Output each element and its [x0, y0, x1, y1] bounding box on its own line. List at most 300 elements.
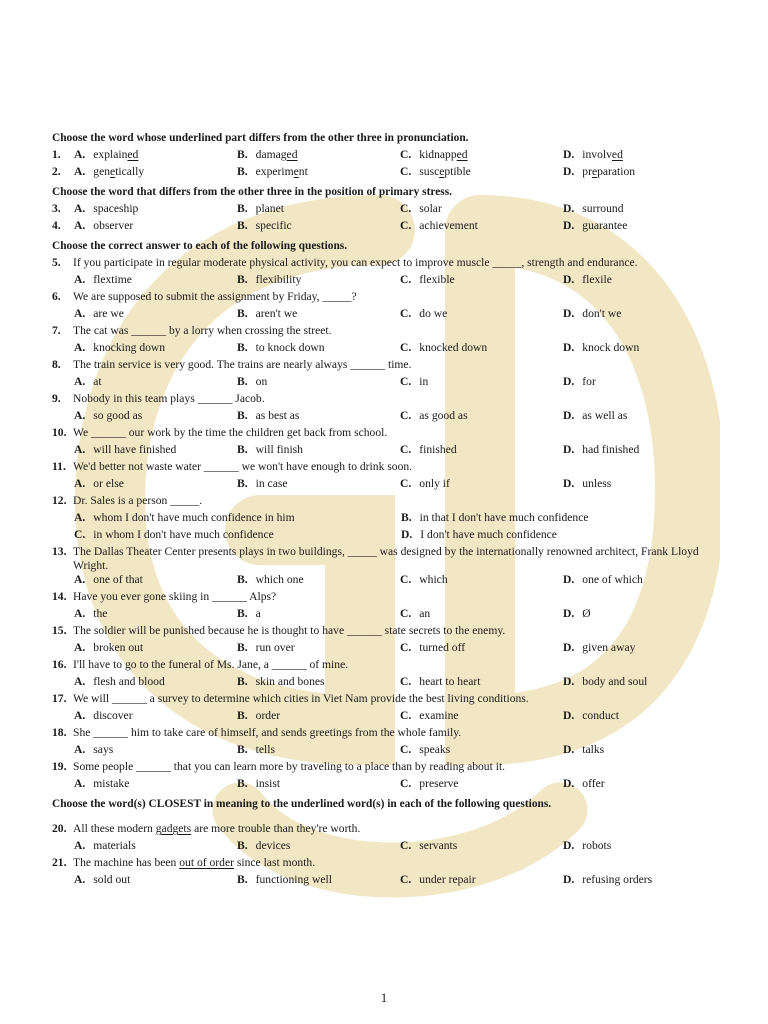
- question: [52, 202, 732, 219]
- answer-option-a[interactable]: [74, 148, 237, 165]
- option-text: preparation: [582, 165, 636, 178]
- option-letter: C.: [400, 273, 412, 286]
- answer-option-c[interactable]: [400, 641, 563, 658]
- option-text: examine: [419, 709, 459, 722]
- answer-option-a[interactable]: [74, 709, 237, 726]
- answer-option-a[interactable]: [74, 165, 237, 182]
- answer-option-d[interactable]: [563, 409, 726, 426]
- question-stem: We will ______ a survey to determine which cities in Viet Nam provide the best living conditions.: [73, 692, 529, 705]
- question-stem: I'll have to go to the funeral of Ms. Jane, a ______ of mine.: [73, 658, 349, 671]
- option-text: in: [419, 375, 429, 388]
- option-letter: D.: [563, 307, 575, 320]
- option-text: talks: [582, 743, 605, 756]
- option-text: to knock down: [255, 341, 325, 354]
- option-letter: C.: [400, 839, 412, 852]
- question-number: 17.: [52, 692, 67, 705]
- answer-option-d[interactable]: [563, 148, 726, 165]
- option-letter: D.: [563, 443, 575, 456]
- option-letter: B.: [237, 641, 248, 654]
- option-letter: C.: [400, 873, 412, 886]
- question: [52, 692, 732, 726]
- option-letter: B.: [237, 573, 248, 586]
- option-text: which one: [255, 573, 304, 586]
- option-letter: D.: [563, 709, 575, 722]
- option-text: preserve: [419, 777, 459, 790]
- option-text: refusing orders: [582, 873, 653, 886]
- answer-option-c[interactable]: [400, 743, 563, 760]
- option-text: sold out: [93, 873, 131, 886]
- option-text: knocking down: [93, 341, 166, 354]
- option-letter: B.: [237, 341, 248, 354]
- question: [52, 165, 732, 182]
- worksheet: [52, 131, 732, 890]
- answer-option-d[interactable]: [563, 607, 726, 624]
- option-letter: A.: [74, 148, 86, 161]
- option-letter: D.: [563, 607, 575, 620]
- answer-options: [52, 477, 732, 494]
- answer-option-a[interactable]: [74, 873, 237, 890]
- option-letter: B.: [237, 273, 248, 286]
- option-text: mistake: [93, 777, 130, 790]
- question-stem: Have you ever gone skiing in ______ Alps?: [73, 590, 277, 603]
- answer-option-b[interactable]: [237, 641, 400, 658]
- option-letter: D.: [563, 148, 575, 161]
- option-text: genetically: [93, 165, 145, 178]
- answer-option-c[interactable]: [74, 528, 401, 545]
- question-number: 21.: [52, 856, 67, 869]
- option-text: observer: [93, 219, 134, 232]
- question-stem: She ______ him to take care of himself, and sends greetings from the whole family.: [73, 726, 462, 739]
- option-letter: D.: [563, 477, 575, 490]
- option-text: unless: [582, 477, 612, 490]
- question-number: 4.: [52, 219, 61, 232]
- option-text: solar: [419, 202, 442, 215]
- answer-options: [52, 443, 732, 460]
- answer-option-d[interactable]: [563, 477, 726, 494]
- question-number: 2.: [52, 165, 61, 178]
- answer-option-d[interactable]: [563, 873, 726, 890]
- option-letter: B.: [237, 839, 248, 852]
- answer-option-a[interactable]: [74, 477, 237, 494]
- option-letter: C.: [400, 573, 412, 586]
- answer-options: [52, 777, 732, 794]
- answer-option-a[interactable]: [74, 511, 401, 528]
- option-letter: C.: [400, 341, 412, 354]
- answer-option-d[interactable]: [563, 743, 726, 760]
- option-text: flexible: [419, 273, 455, 286]
- answer-option-a[interactable]: [74, 607, 237, 624]
- option-letter: B.: [237, 219, 248, 232]
- question-number: 9.: [52, 392, 61, 405]
- option-letter: C.: [400, 202, 412, 215]
- question: [52, 460, 732, 494]
- answer-option-b[interactable]: [237, 839, 400, 856]
- answer-option-b[interactable]: [401, 511, 728, 528]
- question: [52, 358, 732, 392]
- option-letter: A.: [74, 273, 86, 286]
- option-text: turned off: [419, 641, 466, 654]
- question-number: 5.: [52, 256, 61, 269]
- answer-option-c[interactable]: [400, 202, 563, 219]
- answer-option-d[interactable]: [563, 709, 726, 726]
- question-stem: If you participate in regular moderate physical activity, you can expect to improve muscle _____, strength and endurance.: [73, 256, 638, 269]
- option-letter: A.: [74, 511, 86, 524]
- option-text: specific: [255, 219, 292, 232]
- answer-option-c[interactable]: [400, 165, 563, 182]
- answer-option-c[interactable]: [400, 477, 563, 494]
- option-letter: A.: [74, 477, 86, 490]
- option-letter: A.: [74, 409, 86, 422]
- option-text: broken out: [93, 641, 144, 654]
- question: [52, 590, 732, 624]
- option-letter: C.: [400, 641, 412, 654]
- answer-option-d[interactable]: [563, 273, 726, 290]
- answer-option-c[interactable]: [400, 148, 563, 165]
- answer-option-d[interactable]: [563, 165, 726, 182]
- answer-option-a[interactable]: [74, 777, 237, 794]
- question: [52, 290, 732, 324]
- option-text: will have finished: [93, 443, 177, 456]
- underlined-sound: e: [110, 165, 116, 178]
- underlined-phrase: out of order: [179, 856, 234, 869]
- question-number: 3.: [52, 202, 61, 215]
- answer-option-c[interactable]: [400, 375, 563, 392]
- answer-option-d[interactable]: [563, 443, 726, 460]
- answer-options: [52, 307, 732, 324]
- option-text: surround: [582, 202, 624, 215]
- answer-options: [52, 839, 732, 856]
- answer-option-c[interactable]: [400, 443, 563, 460]
- question-number: 8.: [52, 358, 61, 371]
- option-text: involved: [582, 148, 623, 161]
- option-letter: D.: [563, 375, 575, 388]
- answer-option-d[interactable]: [563, 573, 726, 590]
- answer-option-c[interactable]: [400, 307, 563, 324]
- answer-options: [52, 573, 732, 590]
- answer-option-d[interactable]: [563, 375, 726, 392]
- option-text: robots: [582, 839, 612, 852]
- section-instruction: Choose the word whose underlined part differs from the other three in pronunciation.: [52, 132, 469, 144]
- section-instruction: Choose the word(s) CLOSEST in meaning to the underlined word(s) in each of the following questions.: [52, 798, 552, 810]
- question-number: 12.: [52, 494, 67, 507]
- option-text: a: [255, 607, 261, 620]
- option-letter: B.: [237, 375, 248, 388]
- question-stem: The Dallas Theater Center presents plays in two buildings, _____ was designed by the internationally renowned architect, Frank Lloyd Wright.: [73, 545, 699, 572]
- answer-options: [52, 219, 732, 236]
- answer-options: [52, 607, 732, 624]
- answer-option-b[interactable]: [237, 607, 400, 624]
- answer-option-b[interactable]: [237, 443, 400, 460]
- answer-option-b[interactable]: [237, 743, 400, 760]
- option-text: run over: [255, 641, 295, 654]
- option-text: flextime: [93, 273, 132, 286]
- option-letter: A.: [74, 573, 86, 586]
- question: [52, 658, 732, 692]
- option-text: flexile: [582, 273, 612, 286]
- option-text: do we: [419, 307, 448, 320]
- answer-option-c[interactable]: [400, 873, 563, 890]
- section-instruction: Choose the correct answer to each of the following questions.: [52, 240, 348, 252]
- question-number: 6.: [52, 290, 61, 303]
- question-number: 19.: [52, 760, 67, 773]
- option-letter: C.: [400, 307, 412, 320]
- question-stem: The soldier will be punished because he is thought to have ______ state secrets to the enemy.: [73, 624, 506, 637]
- option-letter: A.: [74, 675, 86, 688]
- answer-option-b[interactable]: [237, 165, 400, 182]
- option-letter: B.: [237, 743, 248, 756]
- answer-option-b[interactable]: [237, 573, 400, 590]
- underlined-phrase: gadgets: [155, 822, 192, 835]
- option-letter: A.: [74, 777, 86, 790]
- option-letter: D.: [563, 675, 575, 688]
- option-letter: D.: [563, 409, 575, 422]
- underlined-sound: e: [591, 165, 598, 178]
- answer-options: [52, 511, 732, 545]
- option-text: are we: [93, 307, 124, 320]
- answer-option-b[interactable]: [237, 273, 400, 290]
- option-text: for: [582, 375, 596, 388]
- option-letter: B.: [237, 777, 248, 790]
- option-letter: C.: [400, 477, 412, 490]
- answer-option-c[interactable]: [400, 839, 563, 856]
- option-letter: A.: [74, 375, 86, 388]
- answer-option-c[interactable]: [400, 607, 563, 624]
- option-text: kidnapped: [419, 148, 468, 161]
- option-letter: D.: [401, 528, 413, 541]
- stem-text: The machine has been: [73, 856, 180, 869]
- question-number: 1.: [52, 148, 61, 161]
- answer-option-d[interactable]: [563, 641, 726, 658]
- option-text: the: [93, 607, 108, 620]
- option-text: under repair: [419, 873, 476, 886]
- option-letter: B.: [237, 675, 248, 688]
- option-letter: C.: [400, 165, 412, 178]
- answer-option-d[interactable]: [563, 675, 726, 692]
- option-text: planet: [255, 202, 284, 215]
- answer-option-c[interactable]: [400, 675, 563, 692]
- answer-option-a[interactable]: [74, 573, 237, 590]
- option-text: knocked down: [419, 341, 488, 354]
- option-letter: D.: [563, 202, 575, 215]
- option-letter: D.: [563, 641, 575, 654]
- answer-option-a[interactable]: [74, 839, 237, 856]
- option-letter: C.: [400, 375, 412, 388]
- option-text: one of that: [93, 573, 143, 586]
- answer-option-a[interactable]: [74, 443, 237, 460]
- answer-option-a[interactable]: [74, 675, 237, 692]
- question: [52, 494, 732, 545]
- option-letter: B.: [237, 409, 248, 422]
- question-number: 10.: [52, 426, 67, 439]
- question-stem: We ______ our work by the time the children get back from school.: [73, 426, 388, 439]
- question-number: 7.: [52, 324, 61, 337]
- question: [52, 822, 732, 856]
- option-letter: C.: [400, 443, 412, 456]
- answer-option-a[interactable]: [74, 273, 237, 290]
- answer-option-c[interactable]: [400, 409, 563, 426]
- question-number: 18.: [52, 726, 67, 739]
- option-text: one of which: [582, 573, 643, 586]
- answer-option-a[interactable]: [74, 409, 237, 426]
- option-letter: B.: [237, 477, 248, 490]
- option-letter: D.: [563, 839, 575, 852]
- answer-option-b[interactable]: [237, 873, 400, 890]
- answer-option-b[interactable]: [237, 675, 400, 692]
- option-letter: B.: [237, 307, 248, 320]
- underlined-sound: e: [293, 165, 299, 178]
- answer-option-b[interactable]: [237, 375, 400, 392]
- option-letter: B.: [237, 202, 248, 215]
- option-letter: D.: [563, 165, 575, 178]
- option-text: explained: [93, 148, 139, 161]
- answer-option-d[interactable]: [563, 219, 726, 236]
- option-letter: D.: [563, 573, 575, 586]
- answer-options: [52, 375, 732, 392]
- option-text: knock down: [582, 341, 640, 354]
- question-stem: [73, 856, 732, 873]
- answer-option-b[interactable]: [237, 202, 400, 219]
- answer-option-c[interactable]: [400, 219, 563, 236]
- question: [52, 545, 732, 590]
- question: [52, 856, 732, 890]
- option-text: servants: [419, 839, 458, 852]
- answer-option-b[interactable]: [237, 307, 400, 324]
- answer-options: [52, 743, 732, 760]
- answer-option-b[interactable]: [237, 409, 400, 426]
- option-letter: C.: [74, 528, 86, 541]
- option-letter: B.: [237, 607, 248, 620]
- option-letter: B.: [237, 165, 248, 178]
- option-letter: C.: [400, 148, 412, 161]
- question-number: 15.: [52, 624, 67, 637]
- answer-options: [52, 202, 732, 219]
- option-text: conduct: [582, 709, 619, 722]
- option-letter: A.: [74, 607, 86, 620]
- option-letter: D.: [563, 219, 575, 232]
- option-letter: B.: [237, 148, 248, 161]
- option-text: finished: [419, 443, 457, 456]
- option-text: susceptible: [419, 165, 471, 178]
- stem-text: are more trouble than they're worth.: [191, 822, 361, 835]
- answer-option-c[interactable]: [400, 777, 563, 794]
- answer-option-b[interactable]: [237, 777, 400, 794]
- answer-option-a[interactable]: [74, 743, 237, 760]
- option-letter: A.: [74, 641, 86, 654]
- option-text: heart to heart: [419, 675, 481, 688]
- answer-option-c[interactable]: [400, 341, 563, 358]
- answer-option-c[interactable]: [400, 273, 563, 290]
- question-number: 14.: [52, 590, 67, 603]
- option-letter: B.: [237, 443, 248, 456]
- answer-option-a[interactable]: [74, 375, 237, 392]
- question-stem: The cat was ______ by a lorry when crossing the street.: [73, 324, 332, 337]
- answer-option-a[interactable]: [74, 341, 237, 358]
- option-text: flesh and blood: [93, 675, 165, 688]
- answer-option-a[interactable]: [74, 202, 237, 219]
- answer-option-b[interactable]: [237, 709, 400, 726]
- answer-option-a[interactable]: [74, 641, 237, 658]
- option-letter: A.: [74, 839, 86, 852]
- option-letter: D.: [563, 273, 575, 286]
- option-text: aren't we: [255, 307, 298, 320]
- option-text: in that I don't have much confidence: [419, 511, 589, 524]
- option-text: body and soul: [582, 675, 648, 688]
- underlined-sound: ed: [286, 148, 298, 161]
- answer-options: [52, 675, 732, 692]
- answer-option-b[interactable]: [237, 219, 400, 236]
- answer-options: [52, 709, 732, 726]
- option-text: don't we: [582, 307, 622, 320]
- option-text: flexibility: [255, 273, 302, 286]
- answer-options: [52, 273, 732, 290]
- answer-option-a[interactable]: [74, 307, 237, 324]
- answer-option-b[interactable]: [237, 341, 400, 358]
- question-stem: Nobody in this team plays ______ Jacob.: [73, 392, 265, 405]
- question-number: 11.: [52, 460, 66, 473]
- option-letter: B.: [237, 873, 248, 886]
- answer-option-d[interactable]: [563, 307, 726, 324]
- answer-option-c[interactable]: [400, 573, 563, 590]
- answer-option-b[interactable]: [237, 477, 400, 494]
- option-text: an: [419, 607, 431, 620]
- option-text: damaged: [255, 148, 298, 161]
- option-text: which: [419, 573, 448, 586]
- question-number: 20.: [52, 822, 67, 835]
- option-text: functioning well: [255, 873, 332, 886]
- underlined-sound: ed: [611, 148, 623, 161]
- option-text: offer: [582, 777, 605, 790]
- underlined-sound: ed: [456, 148, 468, 161]
- answer-option-c[interactable]: [400, 709, 563, 726]
- option-text: speaks: [419, 743, 451, 756]
- option-text: in case: [255, 477, 288, 490]
- question-number: 16.: [52, 658, 67, 671]
- option-text: had finished: [582, 443, 640, 456]
- option-text: so good as: [93, 409, 143, 422]
- answer-option-d[interactable]: [401, 528, 728, 545]
- option-text: or else: [93, 477, 124, 490]
- answer-options: [52, 873, 732, 890]
- option-text: will finish: [255, 443, 303, 456]
- option-text: tells: [255, 743, 275, 756]
- option-text: as best as: [255, 409, 300, 422]
- option-letter: C.: [400, 219, 412, 232]
- option-letter: C.: [400, 409, 412, 422]
- option-text: achievement: [419, 219, 478, 232]
- question: [52, 256, 732, 290]
- question-stem: The train service is very good. The trains are nearly always ______ time.: [73, 358, 412, 371]
- answer-options: [52, 409, 732, 426]
- answer-option-d[interactable]: [563, 341, 726, 358]
- answer-option-b[interactable]: [237, 148, 400, 165]
- option-letter: A.: [74, 219, 86, 232]
- answer-option-d[interactable]: [563, 202, 726, 219]
- question-stem: [73, 822, 732, 839]
- option-letter: C.: [400, 709, 412, 722]
- option-text: devices: [255, 839, 291, 852]
- option-letter: D.: [563, 743, 575, 756]
- answer-option-d[interactable]: [563, 777, 726, 794]
- question-stem: We'd better not waste water ______ we won't have enough to drink soon.: [73, 460, 413, 473]
- option-text: I don't have much confidence: [420, 528, 557, 541]
- option-text: as good as: [419, 409, 468, 422]
- option-letter: C.: [400, 675, 412, 688]
- question: [52, 219, 732, 236]
- option-letter: C.: [400, 607, 412, 620]
- answer-option-d[interactable]: [563, 839, 726, 856]
- answer-option-a[interactable]: [74, 219, 237, 236]
- answer-options: [52, 641, 732, 658]
